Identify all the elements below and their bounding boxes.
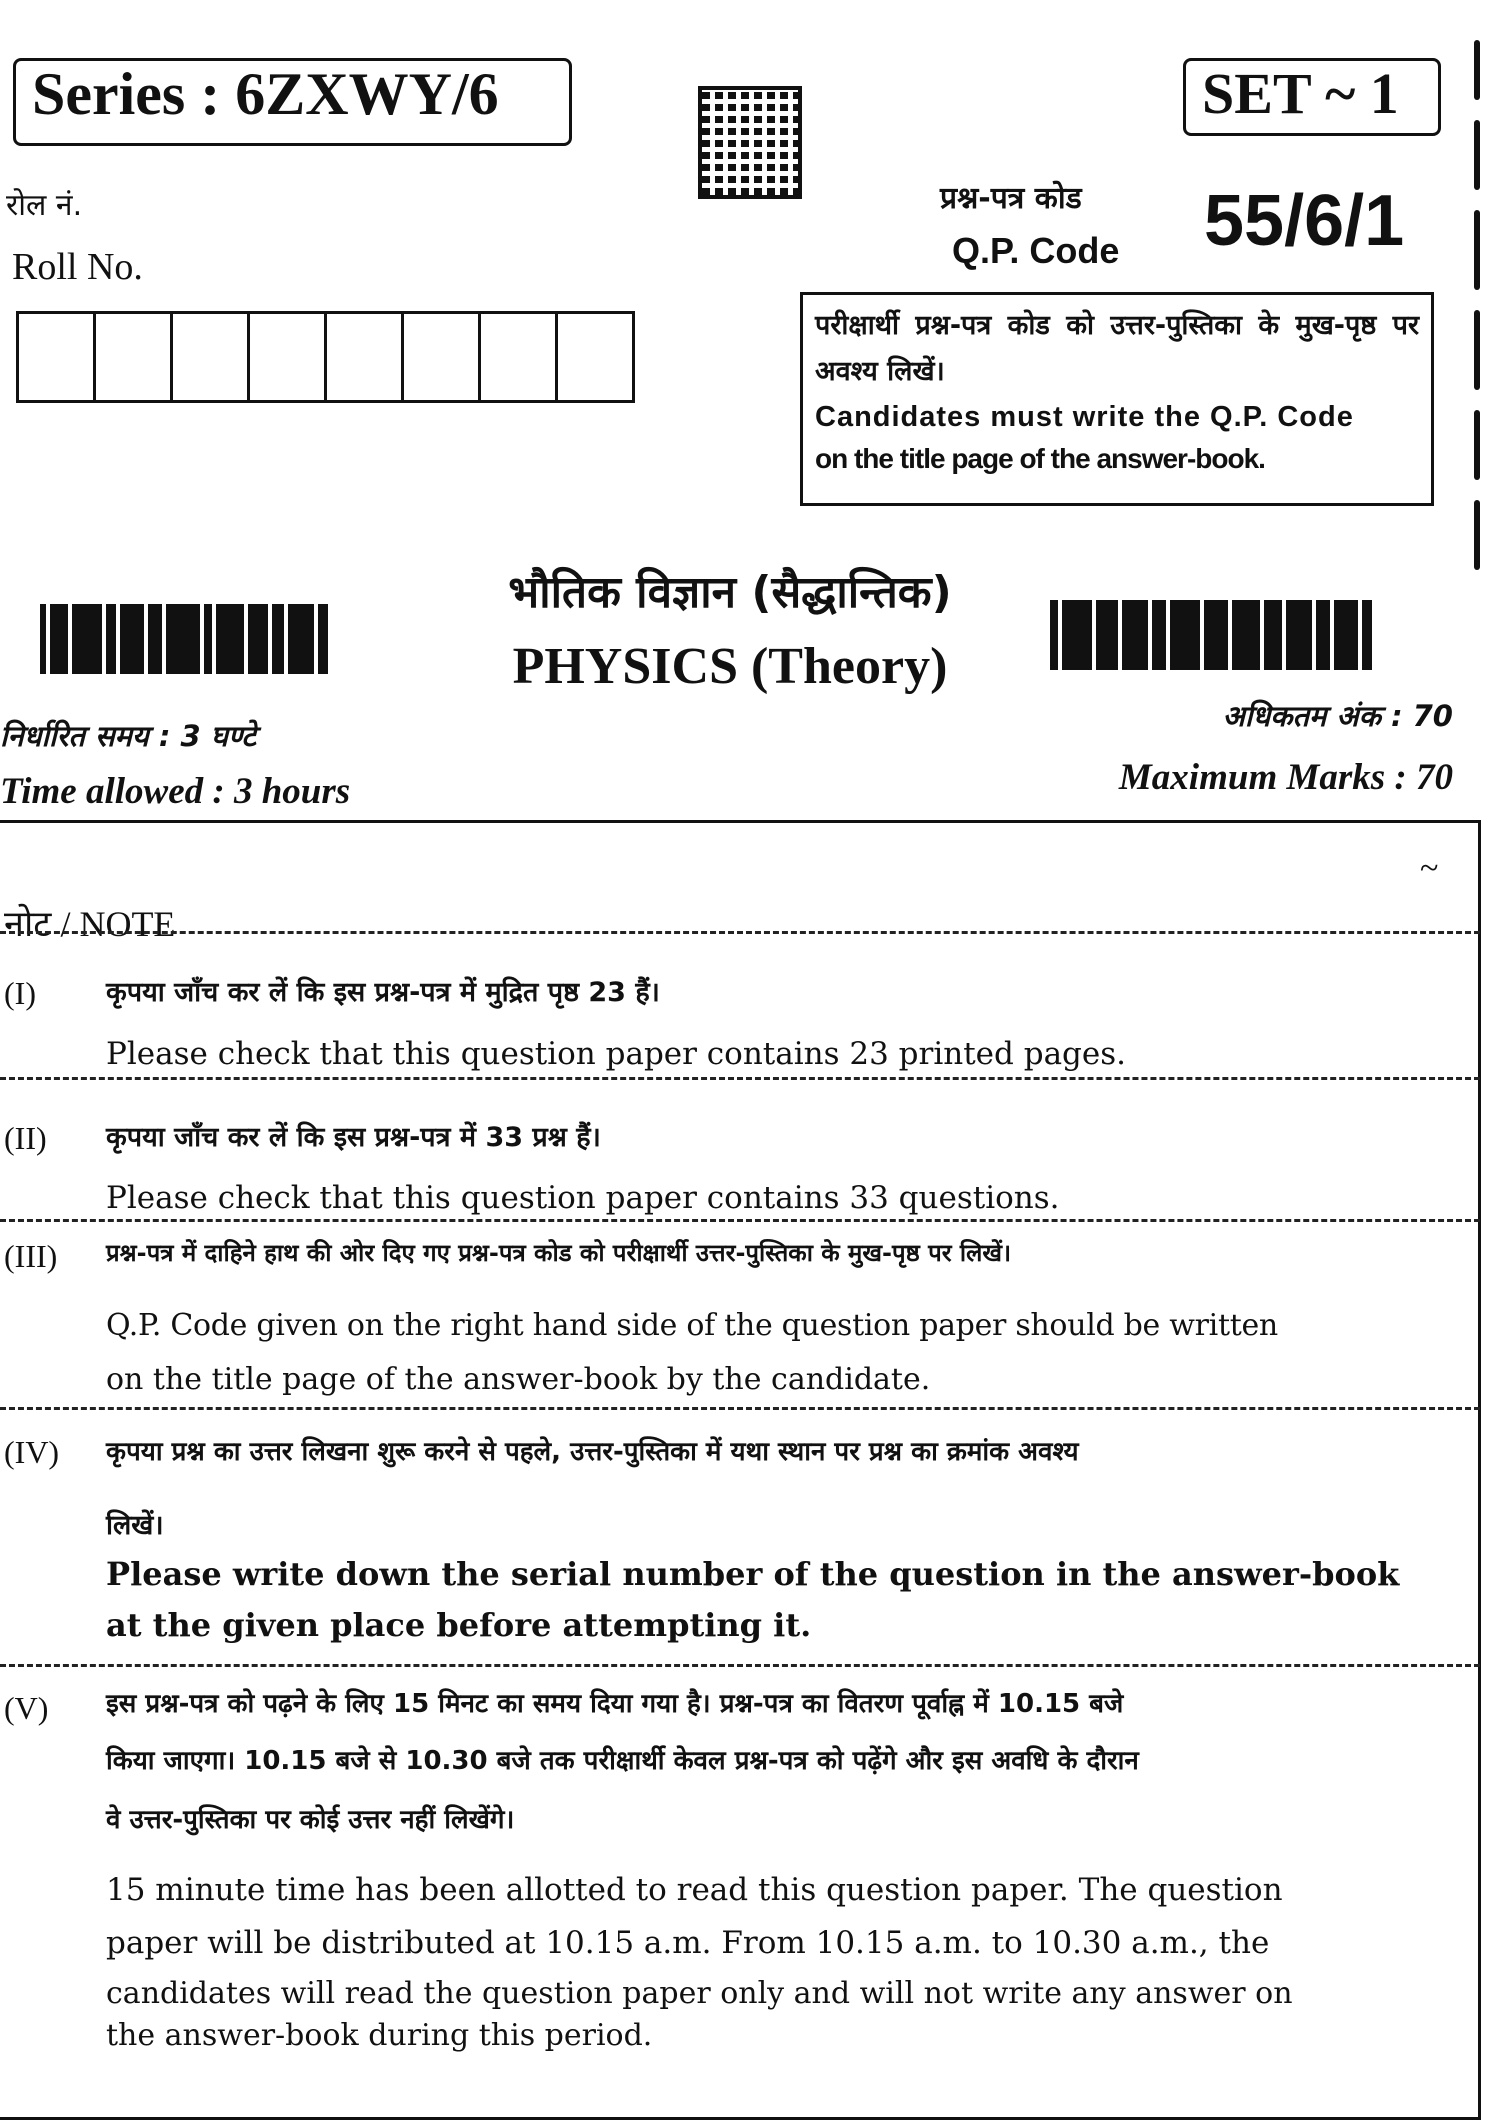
time-allowed-hi: निर्धारित समय : 3 घण्टे: [0, 719, 256, 753]
page-edge-mark: [1474, 210, 1480, 290]
roll-cell[interactable]: [19, 314, 96, 400]
divider: [0, 1664, 1480, 1667]
note-item-hi: लिखें।: [106, 1510, 164, 1541]
notice-box: [800, 292, 1434, 506]
roll-cell[interactable]: [250, 314, 327, 400]
roll-cell[interactable]: [558, 314, 635, 400]
notice-en-2: on the title page of the answer-book.: [815, 443, 1265, 474]
note-item-label: (III): [4, 1238, 58, 1274]
note-item-en: Please check that this question paper contains 23 printed pages.: [106, 1036, 1127, 1072]
note-item-en: Please write down the serial number of the question in the answer-book: [106, 1555, 1400, 1593]
time-allowed-en: Time allowed : 3 hours: [0, 771, 351, 812]
note-item-en: candidates will read the question paper only and will not write any answer on: [106, 1976, 1293, 2011]
qr-code-icon: [702, 90, 798, 195]
note-item-en: at the given place before attempting it.: [106, 1606, 812, 1644]
notice-en-1: Candidates must write the Q.P. Code: [815, 401, 1354, 433]
note-item-hi: कृपया जाँच कर लें कि इस प्रश्न-पत्र में 33 प्रश्न हैं।: [106, 1122, 601, 1153]
note-item-hi: इस प्रश्न-पत्र को पढ़ने के लिए 15 मिनट का समय दिया गया है। प्रश्न-पत्र का वितरण पूर्वाह्न में 10.15 बजे: [106, 1689, 1124, 1719]
roll-label-hi: रोल नं.: [6, 188, 83, 223]
roll-cell[interactable]: [481, 314, 558, 400]
note-item-hi: प्रश्न-पत्र में दाहिने हाथ की ओर दिए गए प्रश्न-पत्र कोड को परीक्षार्थी उत्तर-पुस्तिका के मुख-पृष्ठ पर लिखें।: [106, 1239, 1012, 1267]
note-tilde: ~: [1420, 850, 1439, 887]
divider: [0, 1219, 1480, 1222]
note-item-en: on the title page of the answer-book by the candidate.: [106, 1362, 931, 1397]
note-heading: नोट / NOTE: [4, 904, 176, 944]
page-edge-mark: [1474, 410, 1480, 480]
note-item-en: paper will be distributed at 10.15 a.m. From 10.15 a.m. to 10.30 a.m., the: [106, 1925, 1270, 1961]
title-en: PHYSICS (Theory): [512, 638, 948, 695]
page-edge-mark: [1474, 310, 1480, 390]
note-item-hi: किया जाएगा। 10.15 बजे से 10.30 बजे तक परीक्षार्थी केवल प्रश्न-पत्र को पढ़ेंगे और इस अवधि के दौरान: [106, 1746, 1139, 1776]
note-item-en: Q.P. Code given on the right hand side of the question paper should be written: [106, 1308, 1278, 1343]
qp-code-label-hi: प्रश्न-पत्र कोड: [940, 181, 1082, 216]
notice-hi: परीक्षार्थी प्रश्न-पत्र कोड को उत्तर-पुस्तिका के मुख-पृष्ठ पर अवश्य लिखें।: [815, 310, 1419, 387]
note-item-label: (I): [4, 975, 36, 1011]
max-marks-en: Maximum Marks : 70: [1118, 757, 1453, 798]
roll-cell[interactable]: [96, 314, 173, 400]
note-item-en: the answer-book during this period.: [106, 2018, 653, 2053]
roll-cell[interactable]: [327, 314, 404, 400]
note-item-en: Please check that this question paper contains 33 questions.: [106, 1180, 1060, 1216]
qp-code-label-en: Q.P. Code: [952, 230, 1120, 271]
roll-cell[interactable]: [173, 314, 250, 400]
divider: [0, 1407, 1480, 1410]
title-hi: भौतिक विज्ञान (सैद्धान्तिक): [508, 567, 952, 618]
page-edge-mark: [1474, 500, 1480, 570]
qp-code-value: 55/6/1: [1204, 181, 1405, 261]
series-label: Series : 6ZXWY/6: [32, 61, 499, 127]
divider: [0, 1077, 1480, 1080]
max-marks-hi: अधिकतम अंक : 70: [1222, 699, 1453, 733]
roll-cell[interactable]: [404, 314, 481, 400]
set-label: SET ~ 1: [1202, 61, 1399, 126]
note-item-label: (V): [4, 1690, 49, 1726]
roll-label-en: Roll No.: [12, 246, 143, 288]
page-edge-mark: [1474, 40, 1480, 100]
note-item-en: 15 minute time has been allotted to read this question paper. The question: [106, 1872, 1283, 1908]
divider: [0, 931, 1480, 934]
note-item-hi: वे उत्तर-पुस्तिका पर कोई उत्तर नहीं लिखेंगे।: [106, 1805, 515, 1835]
note-item-label: (II): [4, 1120, 47, 1156]
roll-number-input[interactable]: [16, 311, 635, 403]
note-item-label: (IV): [4, 1434, 60, 1470]
note-item-hi: कृपया जाँच कर लें कि इस प्रश्न-पत्र में मुद्रित पृष्ठ 23 हैं।: [106, 977, 660, 1008]
note-item-hi: कृपया प्रश्न का उत्तर लिखना शुरू करने से पहले, उत्तर-पुस्तिका में यथा स्थान पर प्रश्न का क्रमांक अवश्य: [106, 1437, 1079, 1467]
barcode-left: [40, 604, 345, 674]
page-edge-mark: [1474, 120, 1480, 190]
barcode-right: [1050, 600, 1385, 670]
